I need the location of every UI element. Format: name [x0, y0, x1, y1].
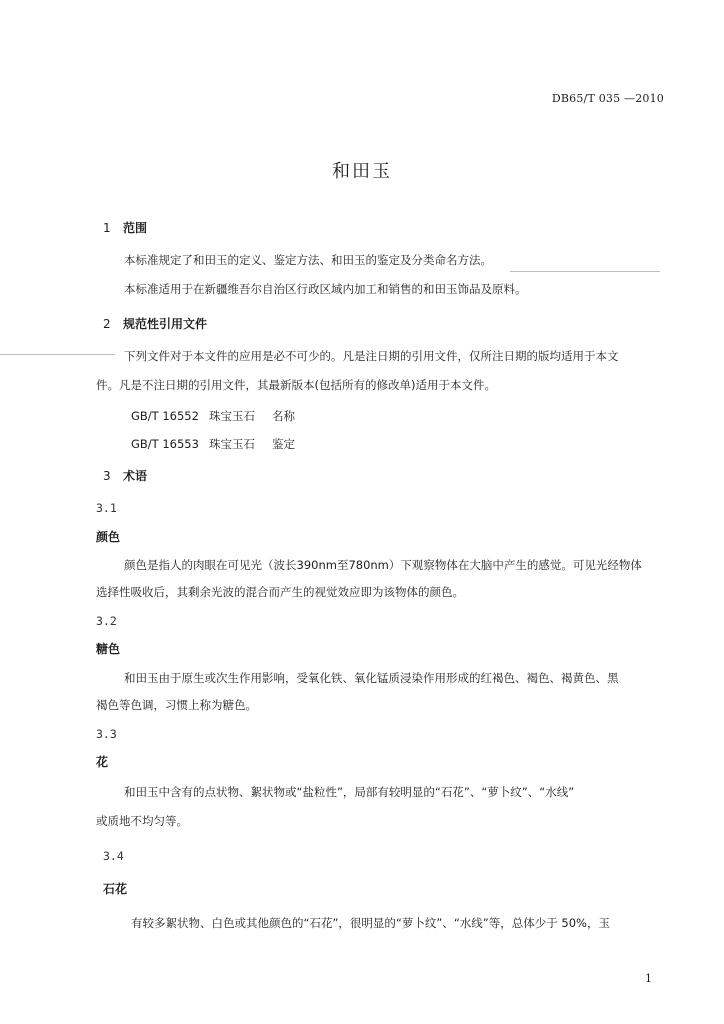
section-2-heading — [103, 315, 207, 332]
term-definition-line-1: 和田玉由于原生或次生作用影响，受氧化铁、氧化锰质浸染作用形成的红褐色、褐色、褐黄色、黑 — [124, 671, 619, 685]
term-number: 3.3 — [96, 727, 117, 741]
page-number: 1 — [645, 972, 652, 985]
section-title: 规范性引用文件 — [123, 317, 208, 331]
scan-artifact-line — [510, 271, 660, 272]
term-number: 3.1 — [96, 501, 117, 515]
term-number: 3.2 — [96, 614, 117, 628]
term-definition-line-1: 有较多絮状物、白色或其他颜色的“石花”，很明显的“萝卜纹”、“水线”等，总体少于 50%，玉 — [131, 916, 610, 930]
section-title: 术语 — [123, 469, 148, 483]
reference-item-1 — [131, 404, 295, 429]
references-paragraph-line-1: 下列文件对于本文件的应用是必不可少的。凡是注日期的引用文件，仅所注日期的版均适用于本文 — [124, 349, 619, 363]
section-number: 1 — [103, 221, 111, 235]
term-title: 花 — [96, 755, 109, 769]
term-title: 颜色 — [96, 530, 121, 544]
scope-paragraph-2: 本标准适用于在新疆维吾尔自治区行政区域内加工和销售的和田玉饰品及原料。 — [124, 282, 527, 296]
document-title: 和田玉 — [332, 161, 392, 182]
reference-item-2 — [131, 432, 295, 457]
section-3-heading — [103, 467, 147, 484]
section-title: 范围 — [123, 221, 148, 235]
standard-code: DB65/T 035 —2010 — [551, 92, 664, 105]
section-number: 2 — [103, 317, 111, 331]
references-paragraph-line-2: 件。凡是不注日期的引用文件，其最新版本(包括所有的修改单)适用于本文件。 — [96, 378, 496, 392]
reference-part: 鉴定 — [272, 437, 295, 451]
term-definition-line-2: 褐色等色调，习惯上称为糖色。 — [96, 698, 257, 712]
term-number: 3.4 — [103, 849, 124, 863]
reference-code: GB/T 16553 — [131, 437, 199, 451]
term-definition-line-2: 选择性吸收后，其剩余光波的混合而产生的视觉效应即为该物体的颜色。 — [96, 585, 464, 599]
term-title: 糖色 — [96, 642, 121, 656]
section-1-heading — [103, 219, 147, 236]
section-number: 3 — [103, 469, 111, 483]
term-definition-line-1: 和田玉中含有的点状物、絮状物或“盐粒性”，局部有较明显的“石花”、“萝卜纹”、“水线” — [124, 785, 575, 799]
reference-part: 名称 — [272, 409, 295, 423]
scan-artifact-line — [0, 354, 115, 355]
reference-name: 珠宝玉石 — [209, 409, 255, 423]
term-definition-line-2: 或质地不均匀等。 — [96, 814, 188, 828]
term-definition-line-1: 颜色是指人的肉眼在可见光（波长390nm至780nm）下观察物体在大脑中产生的感觉。可见光经物体 — [124, 558, 642, 572]
reference-code: GB/T 16552 — [131, 409, 199, 423]
scope-paragraph-1: 本标准规定了和田玉的定义、鉴定方法、和田玉的鉴定及分类命名方法。 — [124, 253, 492, 267]
term-title: 石花 — [103, 882, 128, 896]
reference-name: 珠宝玉石 — [209, 437, 255, 451]
